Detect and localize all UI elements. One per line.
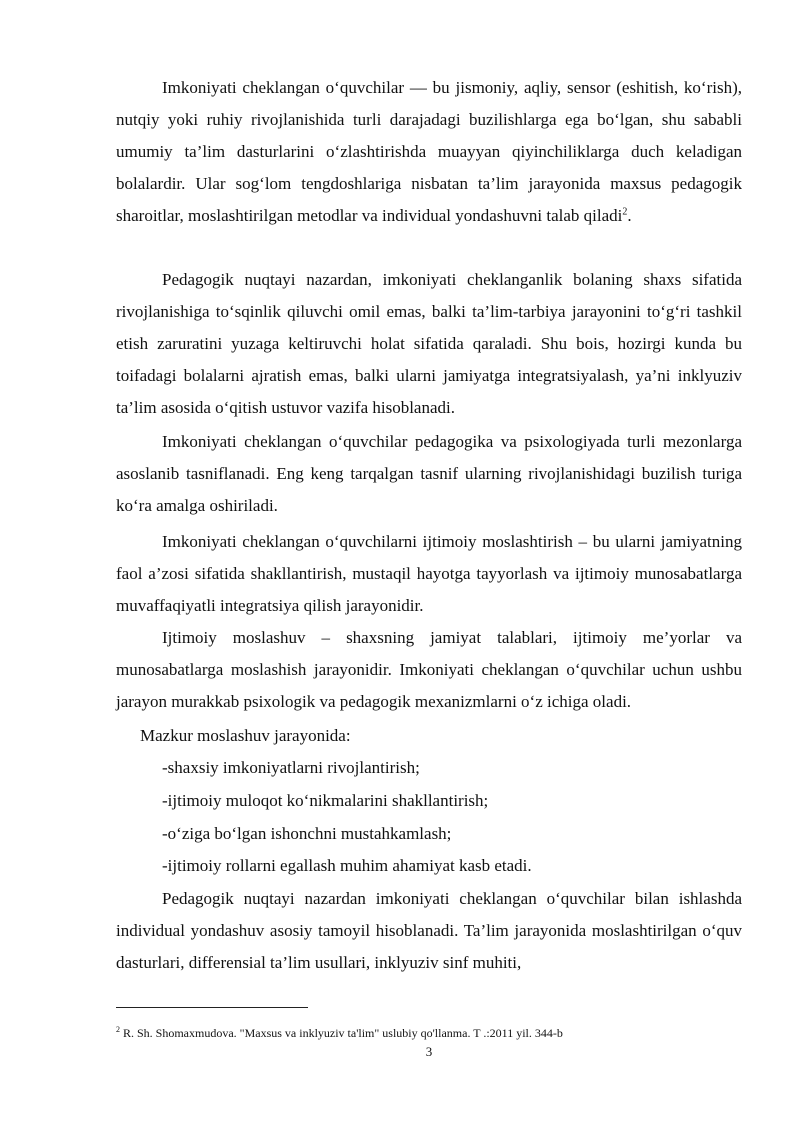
list-item: -ijtimoiy muloqot koʻnikmalarini shakllantirish; [162,791,489,810]
paragraph-1 [116,72,742,232]
footnote-reference[interactable]: 2 [622,206,628,218]
paragraph-5: Ijtimoiy moslashuv – shaxsning jamiyat talablari, ijtimoiy me’yorlar va munosabatlarga moslashish jarayonidir. Imkoniyati cheklangan oʻquvchilar uchun ushbu jarayon murakkab psixologik va pedagogik mexanizmlarni oʻz ichiga oladi. [116,628,742,711]
list-item: -oʻziga boʻlgan ishonchni mustahkamlash; [162,824,452,843]
paragraph-3: Imkoniyati cheklangan oʻquvchilar pedagogika va psixologiyada turli mezonlarga asoslanib tasniflanadi. Eng keng tarqalgan tasnif ularning rivojlanishidagi buzilish turiga koʻra amalga oshiriladi. [116,432,742,515]
paragraph-2: Pedagogik nuqtayi nazardan, imkoniyati cheklanganlik bolaning shaxs sifatida rivojlanishiga toʻsqinlik qiluvchi omil emas, balki ta’lim-tarbiya jarayonini toʻgʻri tashkil etish zaruratini yuzaga keltiruvchi holat sifatida qaraladi. Shu bois, hozirgi kunda bu toifadagi bolalarni ajratish emas, balki ularni jamiyatga integratsiyalash, ya’ni inklyuziv ta’lim asosida oʻqitish ustuvor vazifa hisoblanadi. [116,270,742,417]
footnote-separator [116,1007,308,1008]
page-number: 3 [425,1044,433,1059]
paragraph-6: Pedagogik nuqtayi nazardan imkoniyati cheklangan oʻquvchilar bilan ishlashda individual yondashuv asosiy tamoyil hisoblanadi. Ta’lim jarayonida moslashtirilgan oʻquv dasturlari, differensial ta’lim usullari, inklyuziv sinf muhiti, [116,889,742,972]
list-item: -ijtimoiy rollarni egallash muhim ahamiyat kasb etadi. [162,856,532,875]
paragraph-1-end: . [627,206,632,225]
footnote [116,1026,563,1041]
footnote-text: R. Sh. Shomaxmudova. "Maxsus va inklyuziv ta'lim" uslubiy qo'llanma. T .:2011 yil. 344-b [120,1026,563,1040]
paragraph-4: Imkoniyati cheklangan oʻquvchilarni ijtimoiy moslashtirish – bu ularni jamiyatning faol a’zosi sifatida shakllantirish, mustaqil hayotga tayyorlash va ijtimoiy munosabatlarga muvaffaqiyatli integratsiya qilish jarayonidir. [116,532,742,615]
list-intro: Mazkur moslashuv jarayonida: [140,726,351,745]
footnote-number: 2 [116,1025,120,1034]
paragraph-1-text: Imkoniyati cheklangan oʻquvchilar — bu jismoniy, aqliy, sensor (eshitish, koʻrish), nutqiy yoki ruhiy rivojlanishida turli darajadagi buzilishlarga ega boʻlgan, shu sababli umumiy ta’lim dasturlarini oʻzlashtirishda muayyan qiyinchiliklarga duch keladigan bolalardir. Ular sogʻlom tengdoshlariga nisbatan ta’lim jarayonida maxsus pedagogik sharoitlar, moslashtirilgan metodlar va individual yondashuvni talab qiladi [116,78,742,225]
list-item: -shaxsiy imkoniyatlarni rivojlantirish; [162,758,420,777]
